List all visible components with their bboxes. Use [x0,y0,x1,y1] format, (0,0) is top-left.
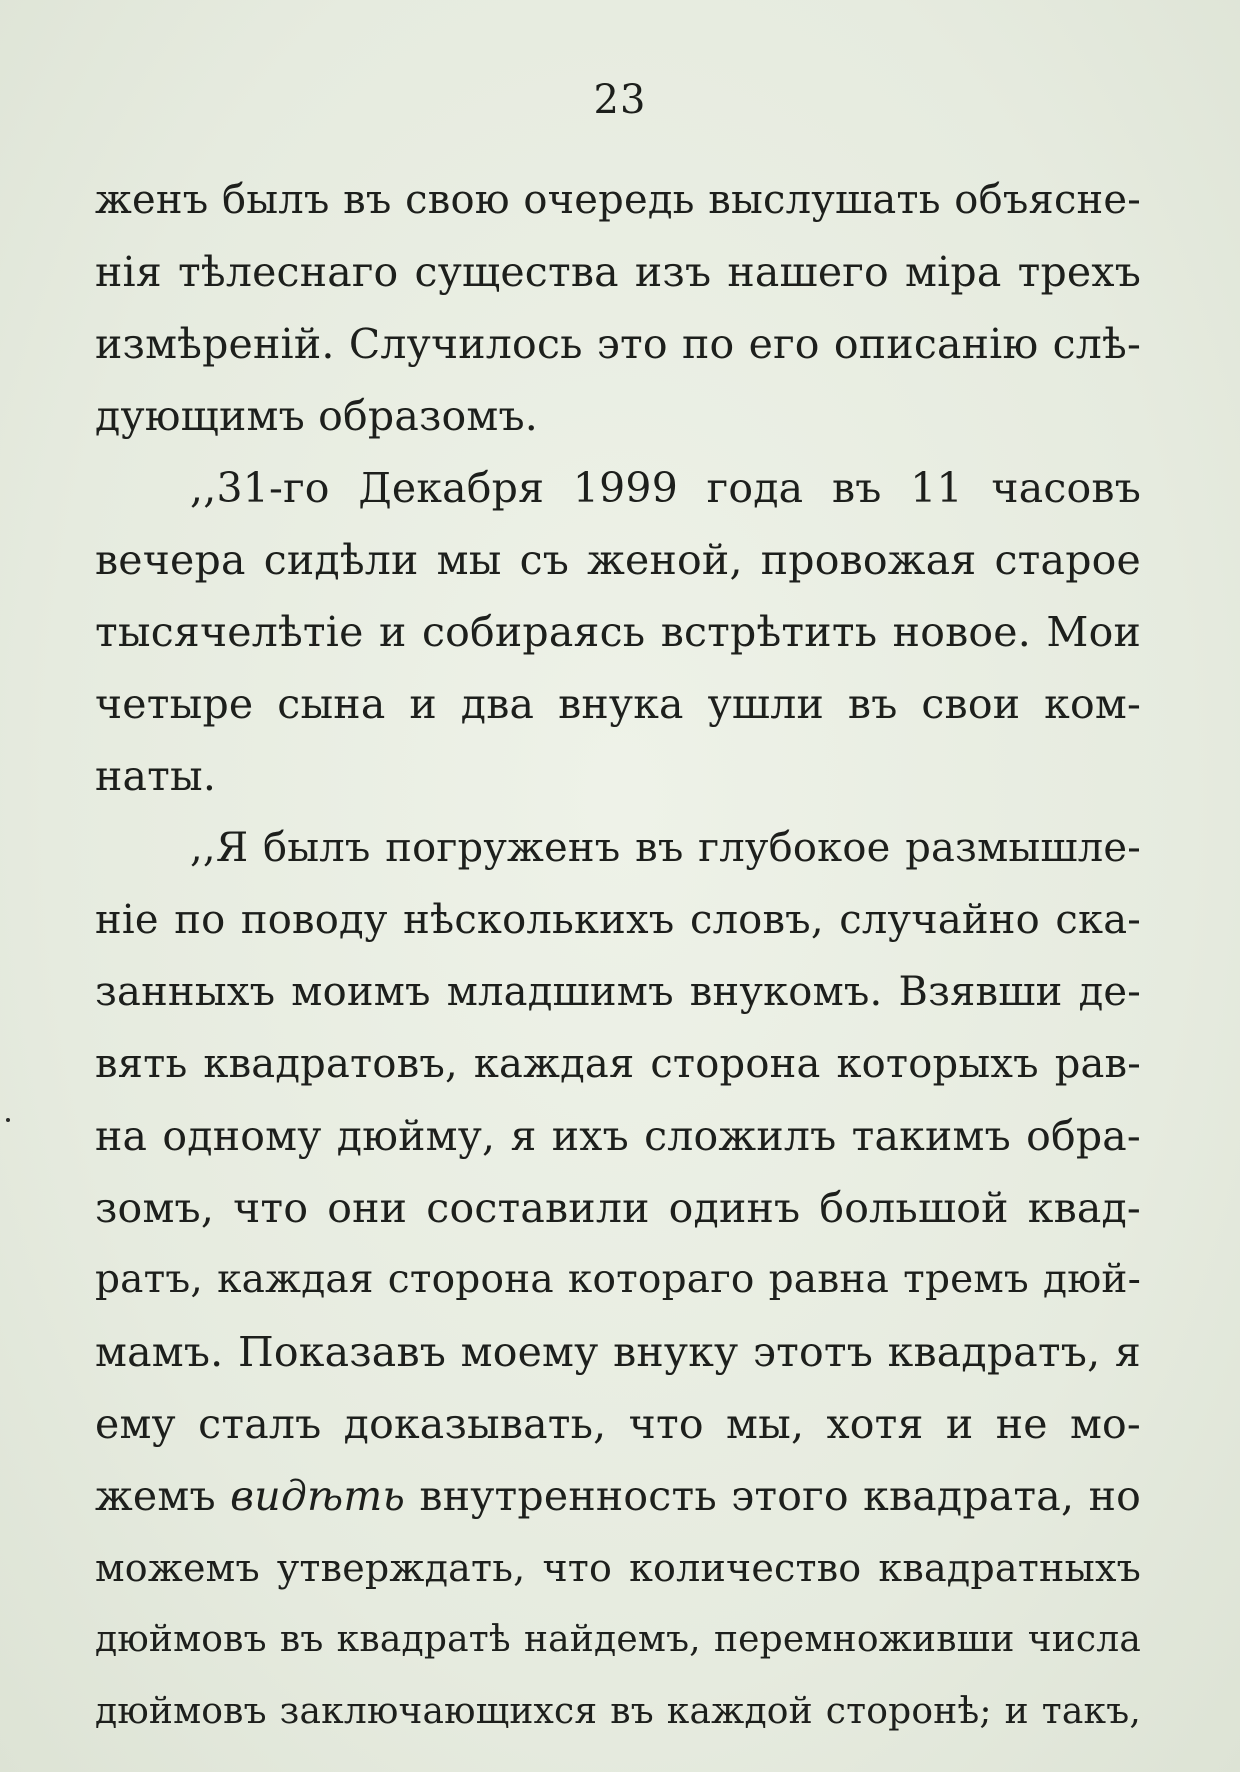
text-line: на одному дюйму, я ихъ сложилъ такимъ обра- [95,1112,1141,1160]
text-line: тысячелѣтіе и собираясь встрѣтить новое. Мои [95,608,1141,656]
text-line: можемъ утверждать, что количество квадратныхъ [95,1546,1141,1590]
text-line-with-emphasis [95,1460,1141,1532]
line-text-before-emphasis: жемъ [95,1472,231,1520]
text-line: женъ былъ въ свою очередь выслушать объясне- [95,177,1141,223]
paragraph-2 [95,452,1141,812]
text-line: дюймовъ въ квадратѣ найдемъ, перемноживши числа [95,1619,1141,1660]
text-line: вять квадратовъ, каждая сторона которыхъ рав- [95,1041,1141,1087]
page-number: 23 [593,77,647,123]
body-text [95,164,1141,1748]
text-line: наты. [95,752,217,800]
stray-ink-dot [6,1118,10,1122]
text-line: нія тѣлеснаго существа изъ нашего міра трехъ [95,248,1141,296]
paragraph-3 [95,812,1141,1748]
italic-emphasis: видѣть [230,1472,406,1520]
text-line: ,,31-го Декабря 1999 года въ 11 часовъ [190,464,1141,512]
text-line: ніе по поводу нѣсколькихъ словъ, случайно ска- [95,897,1141,943]
text-line: занныхъ моимъ младшимъ внукомъ. Взявши де- [95,969,1141,1015]
text-line: зомъ, что они составили одинъ большой квад- [95,1184,1141,1232]
text-line: ,,Я былъ погруженъ въ глубокое размышле- [190,825,1141,871]
text-line: мамъ. Показавъ моему внуку этотъ квадратъ, я [95,1328,1141,1376]
text-line: ему сталъ доказывать, что мы, хотя и не мо- [95,1400,1141,1448]
paragraph-1 [95,164,1141,452]
text-line: дующимъ образомъ. [95,392,539,440]
text-line: измѣреній. Случилось это по его описанію слѣ- [95,320,1141,368]
text-line: дюймовъ заключающихся въ каждой сторонѣ; и такъ, [95,1691,1141,1732]
text-line: ратъ, каждая сторона котораго равна тремъ дюй- [95,1257,1141,1302]
line-text-after-emphasis: внутренность этого квадрата, но [405,1472,1141,1520]
text-line: четыре сына и два внука ушли въ свои ком- [95,680,1141,728]
text-line: вечера сидѣли мы съ женой, провожая старое [95,536,1141,584]
